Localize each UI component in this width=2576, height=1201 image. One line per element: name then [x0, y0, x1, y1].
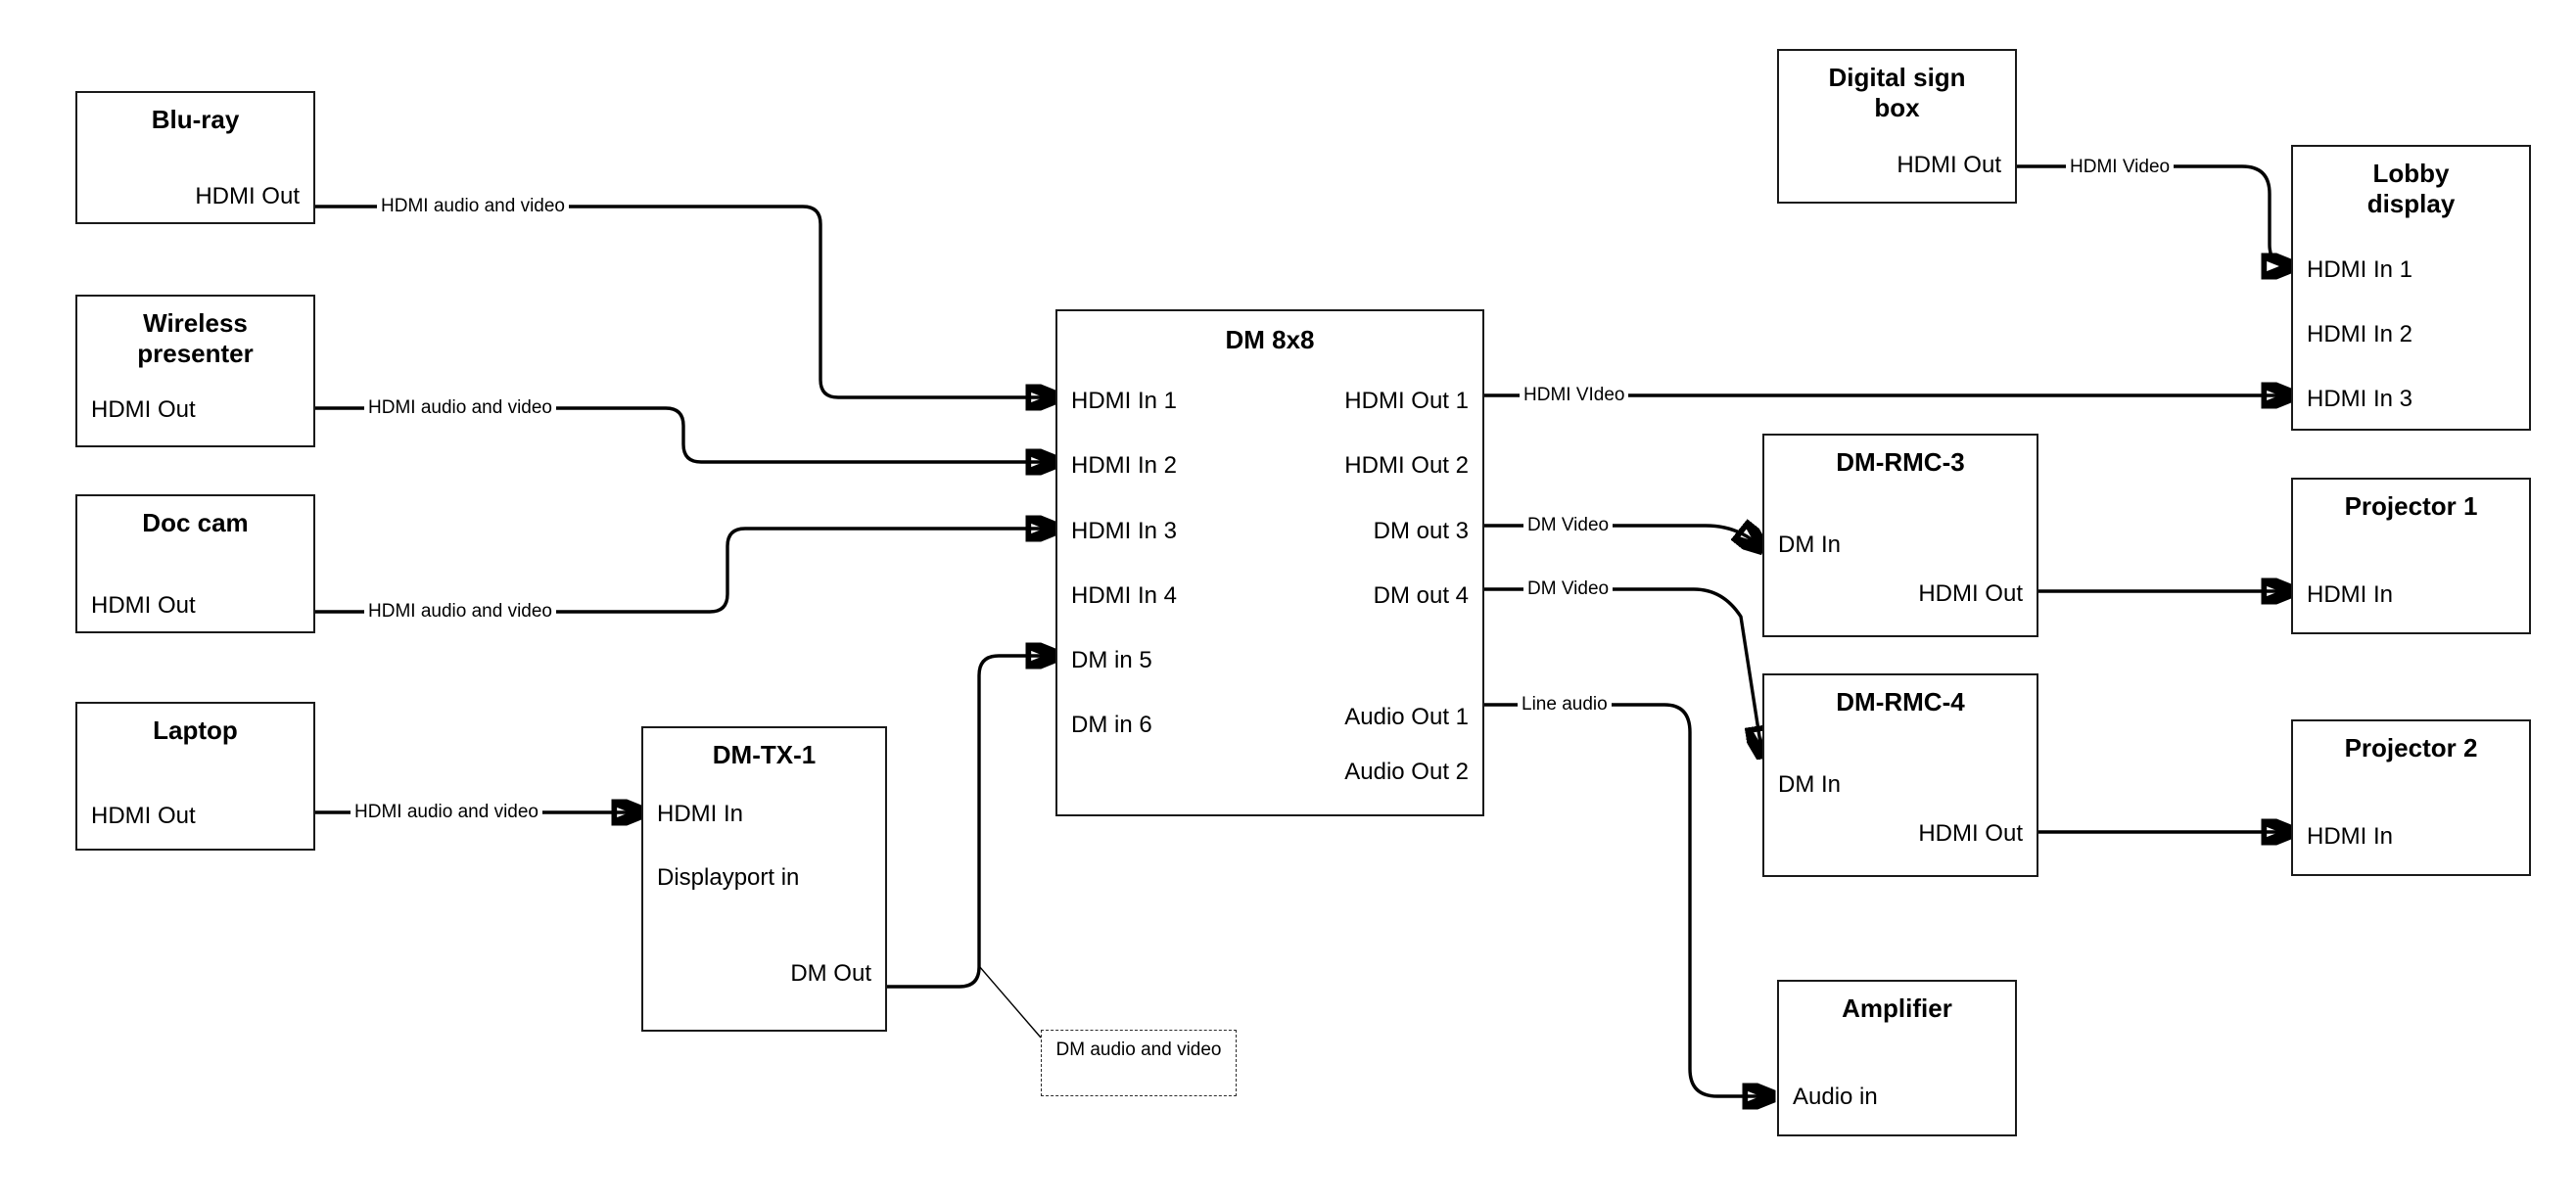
node-dm-rmc-4-title: DM-RMC-4: [1836, 687, 1965, 716]
port-signbox-hdmi-out[interactable]: HDMI Out: [1897, 152, 2001, 178]
node-doc-cam[interactable]: [75, 494, 315, 633]
port-dm-hdmi-out-2[interactable]: HDMI Out 2: [1344, 452, 1469, 479]
node-amplifier-title: Amplifier: [1842, 993, 1952, 1023]
node-dm-rmc-3-title: DM-RMC-3: [1836, 447, 1965, 477]
wire-dmtx1-to-dm-in5: [887, 656, 1055, 987]
node-projector-2-title: Projector 2: [2344, 733, 2478, 762]
node-lobby-display-title: [2293, 159, 2529, 218]
port-projector1-hdmi-in[interactable]: HDMI In: [2307, 581, 2394, 608]
port-dm-in-5[interactable]: DM in 5: [1071, 647, 1152, 673]
signbox-title-line1: Digital sign: [1828, 63, 1966, 92]
port-rmc4-hdmi-out[interactable]: HDMI Out: [1918, 820, 2023, 847]
lobby-title-line2: display: [2366, 188, 2456, 218]
node-bluray[interactable]: [75, 91, 315, 224]
port-dm-hdmi-in-1[interactable]: HDMI In 1: [1071, 388, 1178, 414]
port-dmtx1-dm-out[interactable]: DM Out: [790, 960, 871, 987]
edge-label-audio-out1: Line audio: [1518, 694, 1612, 716]
node-doc-cam-title: Doc cam: [142, 508, 249, 537]
wire-audioout1-to-amplifier: [1484, 705, 1772, 1096]
wire-signbox-to-lobby-in1: [2017, 166, 2291, 266]
port-dm-in-6[interactable]: DM in 6: [1071, 712, 1152, 738]
node-bluray-title: Blu-ray: [151, 105, 240, 134]
edge-label-signbox: HDMI Video: [2066, 157, 2174, 179]
wireless-title-line1: Wireless: [143, 308, 248, 338]
port-bluray-hdmi-out[interactable]: HDMI Out: [195, 183, 300, 209]
port-amplifier-audio-in[interactable]: Audio in: [1793, 1084, 1878, 1110]
wire-doccam-to-dm-in3: [315, 529, 1055, 612]
port-doccam-hdmi-out[interactable]: HDMI Out: [91, 592, 196, 619]
node-amplifier[interactable]: [1777, 980, 2017, 1136]
port-dm-out-3[interactable]: DM out 3: [1373, 518, 1469, 544]
port-rmc3-dm-in[interactable]: DM In: [1778, 531, 1842, 558]
wire-dm-out4-to-rmc4: [1484, 589, 1762, 756]
port-projector2-hdmi-in[interactable]: HDMI In: [2307, 823, 2394, 850]
edge-label-wireless: HDMI audio and video: [364, 397, 556, 420]
node-dm-rmc-3[interactable]: [1762, 434, 2038, 637]
port-lobby-hdmi-in-2[interactable]: HDMI In 2: [2307, 321, 2413, 347]
port-lobby-hdmi-in-1[interactable]: HDMI In 1: [2307, 256, 2413, 283]
node-projector-1[interactable]: [2291, 478, 2531, 634]
edge-label-hdmi-out1: HDMI VIdeo: [1520, 385, 1628, 407]
port-dm-hdmi-out-1[interactable]: HDMI Out 1: [1344, 388, 1469, 414]
port-laptop-hdmi-out[interactable]: HDMI Out: [91, 803, 196, 829]
wireless-title-line2: presenter: [137, 338, 254, 368]
port-dm-hdmi-in-4[interactable]: HDMI In 4: [1071, 582, 1178, 609]
port-wireless-hdmi-out[interactable]: HDMI Out: [91, 396, 196, 423]
port-rmc3-hdmi-out[interactable]: HDMI Out: [1918, 580, 2023, 607]
node-digital-sign-box[interactable]: [1777, 49, 2017, 204]
port-dm-hdmi-in-3[interactable]: HDMI In 3: [1071, 518, 1178, 544]
port-rmc4-dm-in[interactable]: DM In: [1778, 771, 1842, 798]
signbox-title-line2: box: [1874, 92, 1920, 122]
edge-label-laptop: HDMI audio and video: [351, 802, 542, 824]
edge-label-doccam: HDMI audio and video: [364, 601, 556, 624]
node-dm-tx-1-title: DM-TX-1: [712, 740, 817, 769]
edge-label-bluray: HDMI audio and video: [377, 196, 569, 218]
note-dm-audio-video-text: DM audio and video: [1055, 1039, 1222, 1060]
port-dm-audio-out-1[interactable]: Audio Out 1: [1344, 704, 1469, 730]
note-dm-audio-video: [1041, 1030, 1237, 1096]
port-dm-out-4[interactable]: DM out 4: [1373, 582, 1469, 609]
port-dmtx1-displayport-in[interactable]: Displayport in: [657, 864, 800, 891]
node-dm-tx-1[interactable]: [641, 726, 887, 1032]
lobby-title-line1: Lobby: [2372, 159, 2450, 188]
port-lobby-hdmi-in-3[interactable]: HDMI In 3: [2307, 386, 2413, 412]
node-wireless-presenter-title: [77, 308, 313, 368]
edge-label-dm-out4: DM Video: [1523, 578, 1613, 601]
port-dm-hdmi-in-2[interactable]: HDMI In 2: [1071, 452, 1178, 479]
node-laptop[interactable]: [75, 702, 315, 851]
edge-label-dm-out3: DM Video: [1523, 515, 1613, 537]
port-dmtx1-hdmi-in[interactable]: HDMI In: [657, 801, 744, 827]
node-dm-rmc-4[interactable]: [1762, 673, 2038, 877]
node-laptop-title: Laptop: [153, 716, 238, 745]
node-lobby-display[interactable]: [2291, 145, 2531, 431]
wire-bluray-to-dm-in1: [315, 207, 1055, 397]
node-projector-2[interactable]: [2291, 719, 2531, 876]
node-wireless-presenter[interactable]: [75, 295, 315, 447]
node-dm-8x8[interactable]: [1055, 309, 1484, 816]
node-digital-sign-box-title: [1779, 63, 2015, 122]
node-projector-1-title: Projector 1: [2344, 491, 2478, 521]
port-dm-audio-out-2[interactable]: Audio Out 2: [1344, 759, 1469, 785]
wire-note-leader: [979, 966, 1041, 1038]
node-dm-8x8-title: DM 8x8: [1225, 325, 1315, 354]
